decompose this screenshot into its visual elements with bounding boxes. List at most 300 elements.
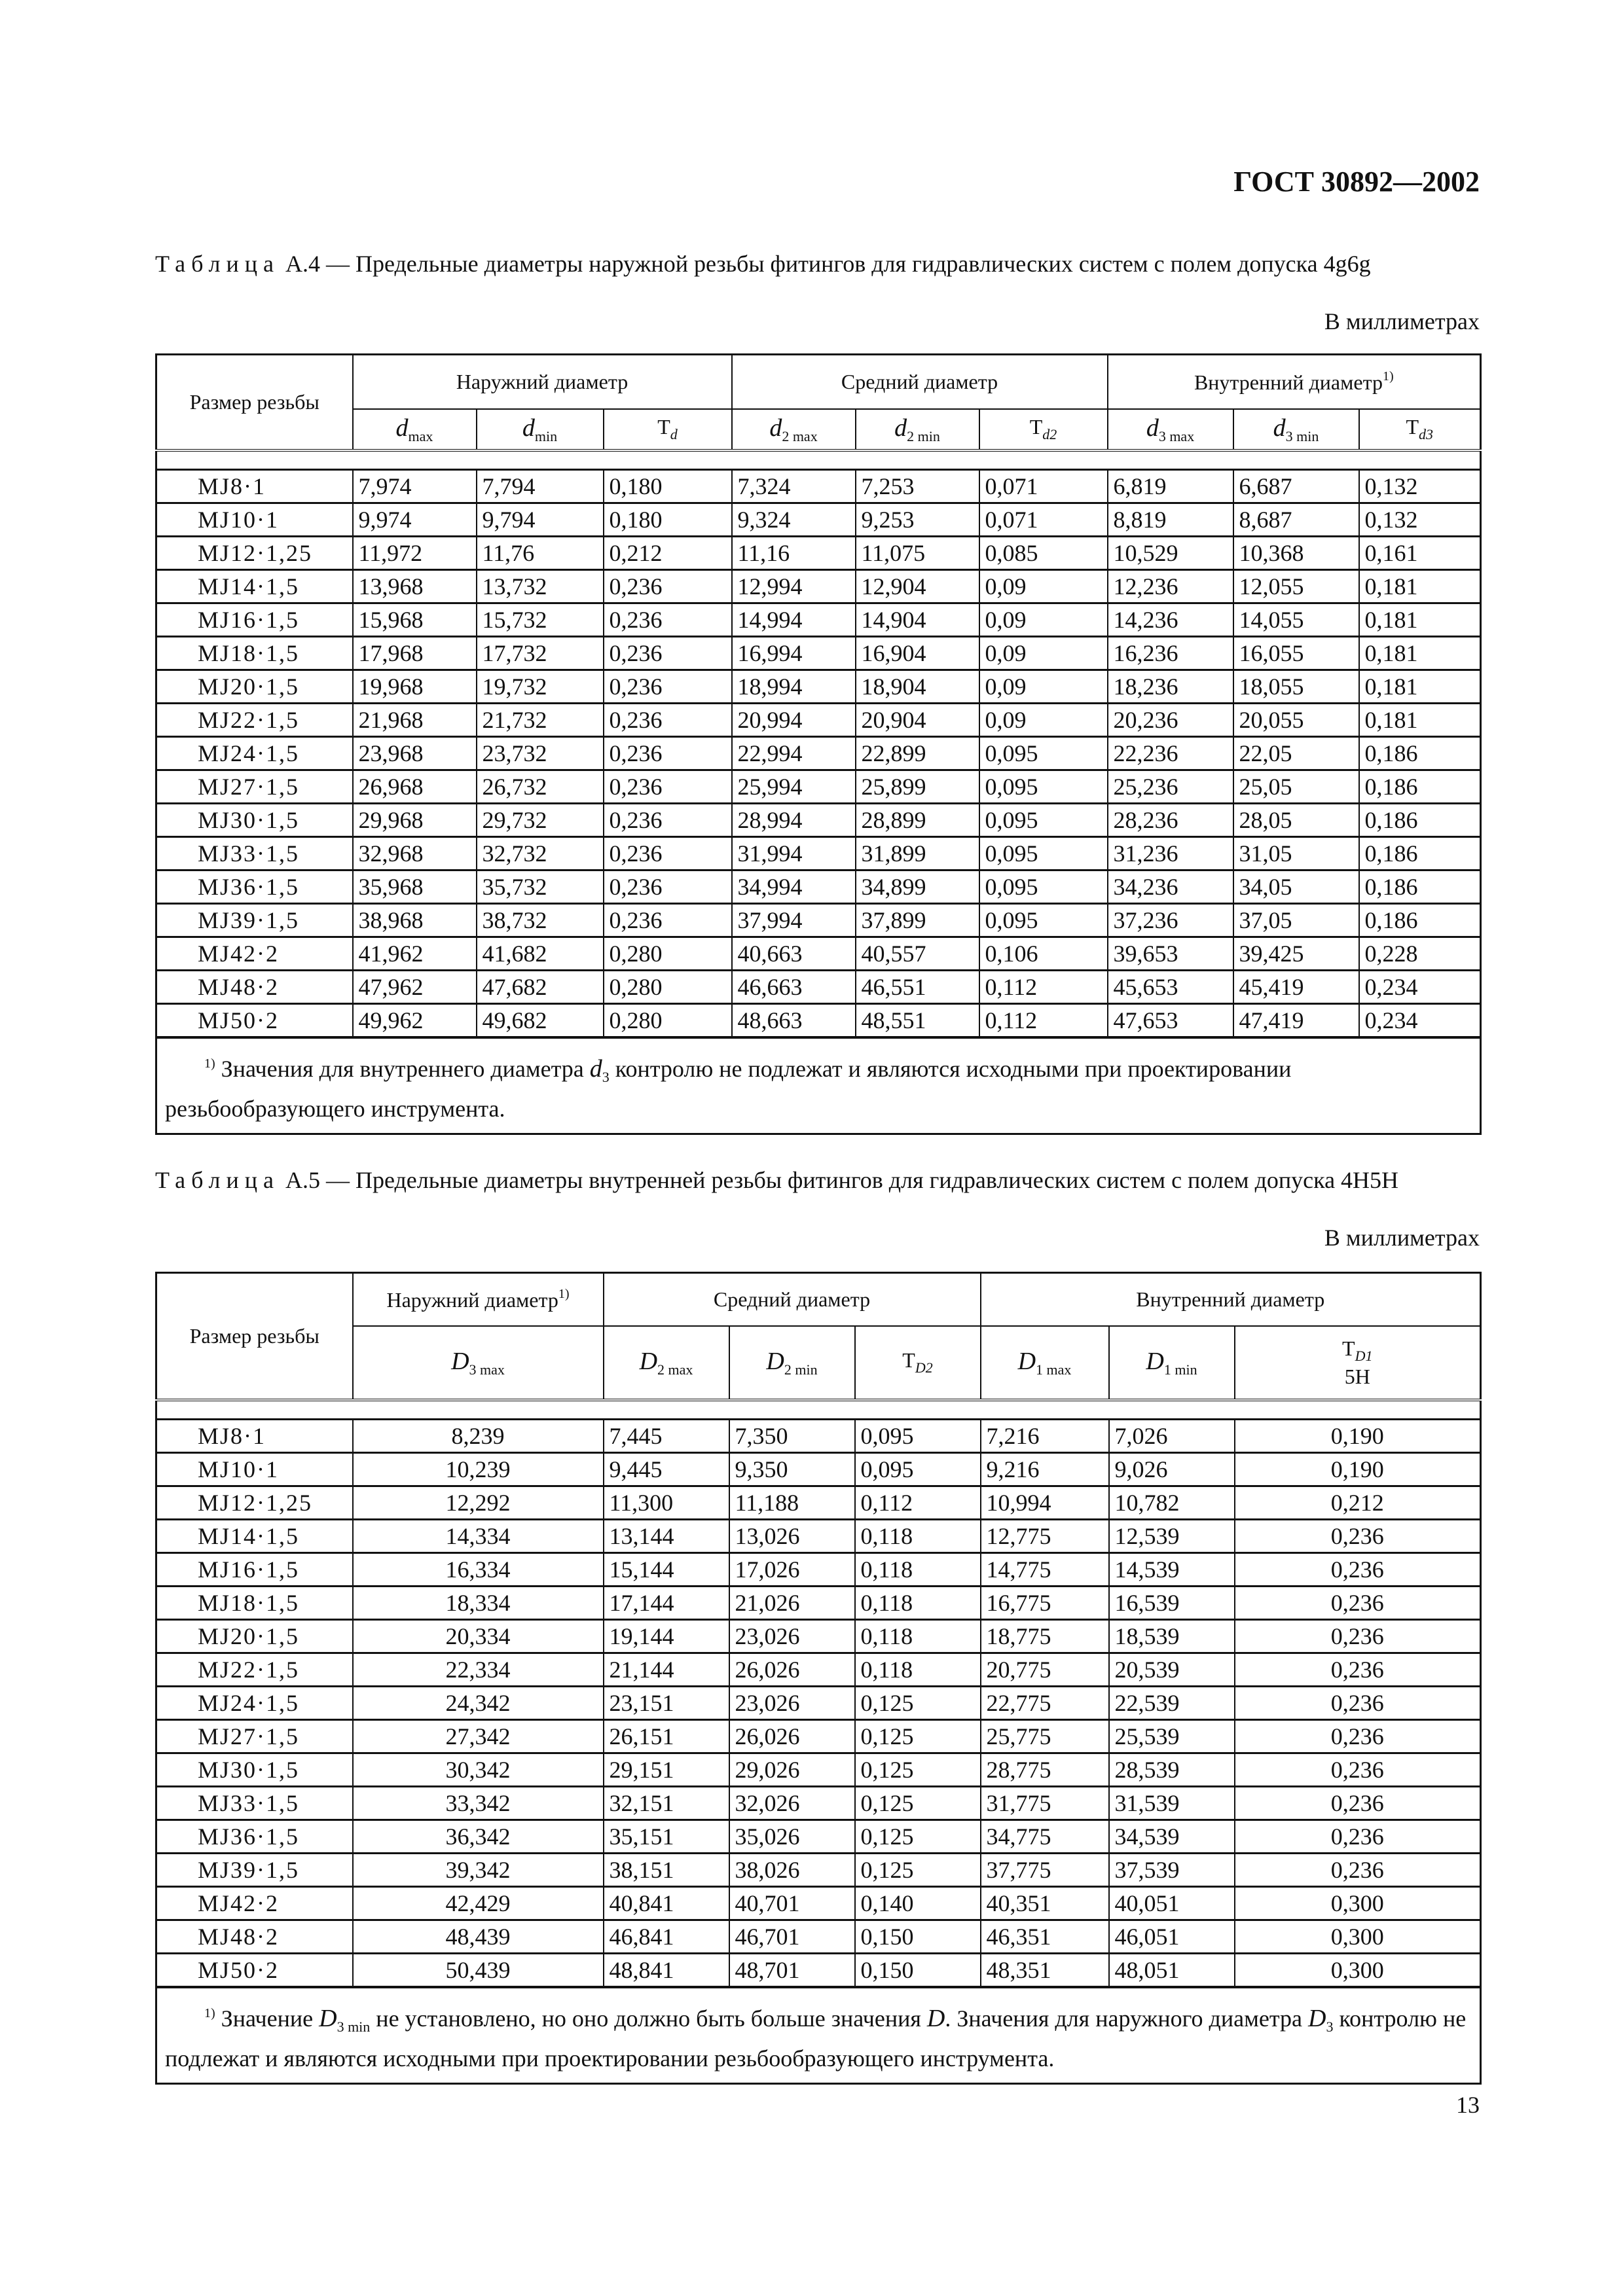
thread-size-cell: MJ39·1,5 (156, 1853, 353, 1886)
value-cell: 0,095 (979, 836, 1108, 870)
thread-size-cell: MJ22·1,5 (156, 1653, 353, 1686)
value-cell: 35,968 (353, 870, 477, 903)
value-cell: 0,09 (979, 703, 1108, 736)
table-row (156, 670, 1481, 703)
thread-size-cell: MJ24·1,5 (156, 736, 353, 770)
value-cell: 0,300 (1235, 1953, 1481, 1987)
value-cell: 31,994 (732, 836, 856, 870)
value-cell: 12,292 (353, 1486, 604, 1519)
value-cell: 22,05 (1233, 736, 1359, 770)
value-cell: 18,236 (1108, 670, 1233, 703)
value-cell: 0,300 (1235, 1886, 1481, 1920)
table-row (156, 937, 1481, 970)
caption-text: А.5 — Предельные диаметры внутренней резьбы фитингов для гидравлических систем с полем допуска 4H5H (285, 1167, 1399, 1193)
value-cell: 14,236 (1108, 603, 1233, 636)
value-cell: 9,445 (604, 1452, 729, 1486)
column-subscript: 2 max (782, 427, 818, 444)
table-row (156, 870, 1481, 903)
table-row (156, 469, 1481, 503)
value-cell: 0,09 (979, 636, 1108, 670)
value-cell: 0,236 (1235, 1519, 1481, 1552)
value-cell: 17,026 (729, 1552, 855, 1586)
value-cell: 14,055 (1233, 603, 1359, 636)
column-subscript: max (408, 427, 433, 444)
value-cell: 46,551 (856, 970, 979, 1003)
table-row (156, 1552, 1481, 1586)
value-cell: 33,342 (353, 1786, 604, 1820)
value-cell: 6,687 (1233, 469, 1359, 503)
value-cell: 25,775 (981, 1719, 1109, 1753)
value-cell: 0,09 (979, 569, 1108, 603)
column-subscript: 2 min (907, 427, 940, 444)
value-cell: 11,16 (732, 536, 856, 569)
column-symbol: D (1017, 1347, 1036, 1375)
value-cell: 0,125 (855, 1719, 981, 1753)
value-cell: 0,112 (855, 1486, 981, 1519)
footnote-symbol: D (319, 2004, 337, 2032)
value-cell: 0,236 (604, 569, 732, 603)
value-cell: 13,026 (729, 1519, 855, 1552)
footnote-mark: 1) (204, 1056, 215, 1071)
table-row (156, 503, 1481, 536)
header-outer-diameter (353, 1273, 604, 1326)
value-cell: 16,994 (732, 636, 856, 670)
value-cell: 40,557 (856, 937, 979, 970)
value-cell: 9,324 (732, 503, 856, 536)
value-cell: 0,228 (1359, 937, 1481, 970)
thread-size-cell: MJ24·1,5 (156, 1686, 353, 1719)
value-cell: 21,144 (604, 1653, 729, 1686)
column-subscript: 1 max (1036, 1361, 1072, 1378)
header-inner-label: Внутренний диаметр (1194, 370, 1383, 394)
value-cell: 8,819 (1108, 503, 1233, 536)
value-cell: 19,144 (604, 1619, 729, 1653)
thread-size-cell: MJ36·1,5 (156, 1820, 353, 1853)
value-cell: 16,775 (981, 1586, 1109, 1619)
value-cell: 25,899 (856, 770, 979, 803)
column-symbol: T (1406, 415, 1419, 439)
value-cell: 0,095 (855, 1419, 981, 1452)
value-cell: 0,236 (604, 903, 732, 937)
value-cell: 29,026 (729, 1753, 855, 1786)
thread-size-cell: MJ39·1,5 (156, 903, 353, 937)
value-cell: 0,112 (979, 970, 1108, 1003)
value-cell: 37,05 (1233, 903, 1359, 937)
value-cell: 13,144 (604, 1519, 729, 1552)
value-cell: 22,994 (732, 736, 856, 770)
value-cell: 20,236 (1108, 703, 1233, 736)
value-cell: 20,334 (353, 1619, 604, 1653)
value-cell: 7,216 (981, 1419, 1109, 1452)
value-cell: 9,253 (856, 503, 979, 536)
value-cell: 0,280 (604, 970, 732, 1003)
column-subscript: 2 min (784, 1361, 818, 1378)
value-cell: 36,342 (353, 1820, 604, 1853)
footnote-symbol: D (1308, 2004, 1326, 2032)
footnote-subscript: 3 (602, 1068, 610, 1085)
value-cell: 20,539 (1109, 1653, 1235, 1686)
column-header (1109, 1326, 1235, 1400)
column-header (353, 1326, 604, 1400)
value-cell: 20,994 (732, 703, 856, 736)
header-thread-size: Размер резьбы (156, 1273, 353, 1400)
table-a5-caption (155, 1165, 1480, 1195)
value-cell: 37,775 (981, 1853, 1109, 1886)
header-outer-label: Наружний диаметр (386, 1287, 558, 1312)
thread-size-cell: MJ27·1,5 (156, 770, 353, 803)
value-cell: 0,09 (979, 603, 1108, 636)
table-row (156, 736, 1481, 770)
value-cell: 19,968 (353, 670, 477, 703)
value-cell: 12,055 (1233, 569, 1359, 603)
column-symbol: d (395, 414, 409, 442)
value-cell: 18,055 (1233, 670, 1359, 703)
value-cell: 46,351 (981, 1920, 1109, 1953)
value-cell: 0,236 (604, 703, 732, 736)
value-cell: 48,841 (604, 1953, 729, 1987)
header-thread-size: Размер резьбы (156, 355, 353, 450)
table-row (156, 1653, 1481, 1686)
value-cell: 0,095 (979, 803, 1108, 836)
table-row (156, 603, 1481, 636)
thread-size-cell: MJ10·1 (156, 1452, 353, 1486)
value-cell: 0,118 (855, 1552, 981, 1586)
value-cell: 17,732 (477, 636, 604, 670)
column-symbol: d (894, 414, 907, 442)
value-cell: 47,419 (1233, 1003, 1359, 1037)
value-cell: 12,236 (1108, 569, 1233, 603)
thread-size-cell: MJ8·1 (156, 1419, 353, 1452)
footnote-mark: 1) (558, 1286, 570, 1301)
value-cell: 0,181 (1359, 603, 1481, 636)
value-cell: 26,026 (729, 1719, 855, 1753)
thread-size-cell: MJ20·1,5 (156, 1619, 353, 1653)
value-cell: 38,732 (477, 903, 604, 937)
table-row (156, 636, 1481, 670)
column-symbol: D (639, 1347, 658, 1375)
value-cell: 49,962 (353, 1003, 477, 1037)
value-cell: 32,026 (729, 1786, 855, 1820)
value-cell: 0,125 (855, 1786, 981, 1820)
value-cell: 17,144 (604, 1586, 729, 1619)
header-inner-diameter (1108, 355, 1481, 409)
value-cell: 40,351 (981, 1886, 1109, 1920)
thread-size-cell: MJ50·2 (156, 1953, 353, 1987)
value-cell: 0,095 (855, 1452, 981, 1486)
value-cell: 30,342 (353, 1753, 604, 1786)
thread-size-cell: MJ48·2 (156, 970, 353, 1003)
value-cell: 48,701 (729, 1953, 855, 1987)
footnote-symbol: D (926, 2004, 945, 2032)
value-cell: 0,236 (1235, 1653, 1481, 1686)
value-cell: 20,904 (856, 703, 979, 736)
column-header (353, 409, 477, 450)
value-cell: 39,653 (1108, 937, 1233, 970)
value-cell: 48,351 (981, 1953, 1109, 1987)
value-cell: 21,968 (353, 703, 477, 736)
footnote-text: Значение (221, 2005, 314, 2032)
footnote-mark: 1) (1382, 368, 1394, 384)
column-header (604, 409, 732, 450)
value-cell: 0,280 (604, 1003, 732, 1037)
table-row (156, 1619, 1481, 1653)
value-cell: 35,732 (477, 870, 604, 903)
column-header (1108, 409, 1233, 450)
thread-size-cell: MJ22·1,5 (156, 703, 353, 736)
value-cell: 0,181 (1359, 703, 1481, 736)
value-cell: 10,994 (981, 1486, 1109, 1519)
column-symbol: T (1342, 1336, 1355, 1360)
value-cell: 0,186 (1359, 836, 1481, 870)
column-symbol: d (1146, 414, 1159, 442)
value-cell: 7,445 (604, 1419, 729, 1452)
column-subscript: d (670, 426, 678, 442)
column-header (1359, 409, 1481, 450)
value-cell: 8,687 (1233, 503, 1359, 536)
thread-size-cell: MJ30·1,5 (156, 1753, 353, 1786)
table-a5-units: В миллиметрах (1324, 1225, 1480, 1251)
value-cell: 9,974 (353, 503, 477, 536)
column-symbol: T (902, 1348, 915, 1372)
value-cell: 28,05 (1233, 803, 1359, 836)
footnote-subscript: 3 min (337, 2018, 371, 2035)
value-cell: 25,539 (1109, 1719, 1235, 1753)
value-cell: 11,76 (477, 536, 604, 569)
value-cell: 16,904 (856, 636, 979, 670)
value-cell: 25,05 (1233, 770, 1359, 803)
table-a4-footnote (156, 1037, 1481, 1134)
thread-size-cell: MJ20·1,5 (156, 670, 353, 703)
value-cell: 28,899 (856, 803, 979, 836)
thread-size-cell: MJ42·2 (156, 937, 353, 970)
value-cell: 0,236 (1235, 1853, 1481, 1886)
value-cell: 26,732 (477, 770, 604, 803)
value-cell: 37,994 (732, 903, 856, 937)
value-cell: 41,962 (353, 937, 477, 970)
value-cell: 25,994 (732, 770, 856, 803)
value-cell: 15,732 (477, 603, 604, 636)
table-row (156, 536, 1481, 569)
value-cell: 0,125 (855, 1820, 981, 1853)
value-cell: 46,051 (1109, 1920, 1235, 1953)
value-cell: 0,186 (1359, 870, 1481, 903)
table-row (156, 770, 1481, 803)
value-cell: 0,118 (855, 1586, 981, 1619)
table-row (156, 1953, 1481, 1987)
value-cell: 31,539 (1109, 1786, 1235, 1820)
value-cell: 23,732 (477, 736, 604, 770)
thread-size-cell: MJ14·1,5 (156, 1519, 353, 1552)
value-cell: 26,026 (729, 1653, 855, 1686)
value-cell: 7,026 (1109, 1419, 1235, 1452)
value-cell: 39,342 (353, 1853, 604, 1886)
value-cell: 18,904 (856, 670, 979, 703)
value-cell: 11,972 (353, 536, 477, 569)
value-cell: 34,899 (856, 870, 979, 903)
value-cell: 0,095 (979, 903, 1108, 937)
value-cell: 0,236 (604, 836, 732, 870)
value-cell: 47,962 (353, 970, 477, 1003)
value-cell: 12,904 (856, 569, 979, 603)
value-cell: 0,095 (979, 870, 1108, 903)
page-number: 13 (1456, 2092, 1480, 2118)
value-cell: 20,055 (1233, 703, 1359, 736)
value-cell: 14,775 (981, 1552, 1109, 1586)
value-cell: 0,236 (604, 636, 732, 670)
table-a4 (155, 353, 1482, 1135)
value-cell: 28,539 (1109, 1753, 1235, 1786)
value-cell: 23,151 (604, 1686, 729, 1719)
value-cell: 10,782 (1109, 1486, 1235, 1519)
value-cell: 0,234 (1359, 970, 1481, 1003)
value-cell: 10,368 (1233, 536, 1359, 569)
table-row (156, 970, 1481, 1003)
value-cell: 0,112 (979, 1003, 1108, 1037)
value-cell: 0,186 (1359, 770, 1481, 803)
column-symbol: T (1029, 415, 1043, 439)
table-row (156, 836, 1481, 870)
value-cell: 10,529 (1108, 536, 1233, 569)
table-row (156, 1886, 1481, 1920)
thread-size-cell: MJ27·1,5 (156, 1719, 353, 1753)
value-cell: 40,051 (1109, 1886, 1235, 1920)
footnote-text: . Значения для наружного диаметра (945, 2005, 1302, 2032)
value-cell: 22,899 (856, 736, 979, 770)
column-subscript: 3 min (1285, 427, 1319, 444)
value-cell: 0,236 (1235, 1619, 1481, 1653)
value-cell: 0,236 (1235, 1786, 1481, 1820)
value-cell: 0,150 (855, 1953, 981, 1987)
value-cell: 0,125 (855, 1753, 981, 1786)
value-cell: 12,775 (981, 1519, 1109, 1552)
caption-label: Таблица (155, 1167, 280, 1193)
value-cell: 12,539 (1109, 1519, 1235, 1552)
value-cell: 0,085 (979, 536, 1108, 569)
value-cell: 22,334 (353, 1653, 604, 1686)
column-subscript: min (534, 427, 558, 444)
value-cell: 37,899 (856, 903, 979, 937)
value-cell: 24,342 (353, 1686, 604, 1719)
value-cell: 8,239 (353, 1419, 604, 1452)
value-cell: 48,439 (353, 1920, 604, 1953)
value-cell: 0,236 (1235, 1753, 1481, 1786)
value-cell: 9,794 (477, 503, 604, 536)
header-mid-diameter: Средний диаметр (604, 1273, 981, 1326)
thread-size-cell: MJ18·1,5 (156, 1586, 353, 1619)
value-cell: 31,236 (1108, 836, 1233, 870)
footnote-text: контролю не подлежат и являются исходными при проектировании резьбообразующего инструмента. (165, 2005, 1467, 2072)
value-cell: 0,118 (855, 1619, 981, 1653)
value-cell: 34,539 (1109, 1820, 1235, 1853)
value-cell: 29,732 (477, 803, 604, 836)
header-inner-diameter: Внутренний диаметр (981, 1273, 1481, 1326)
value-cell: 40,701 (729, 1886, 855, 1920)
column-subscript: D1 (1355, 1347, 1373, 1364)
value-cell: 0,190 (1235, 1452, 1481, 1486)
value-cell: 0,161 (1359, 536, 1481, 569)
column-subscript: 3 max (1158, 427, 1195, 444)
value-cell: 0,300 (1235, 1920, 1481, 1953)
value-cell: 0,186 (1359, 736, 1481, 770)
column-header (981, 1326, 1109, 1400)
value-cell: 0,280 (604, 937, 732, 970)
value-cell: 0,234 (1359, 1003, 1481, 1037)
value-cell: 0,150 (855, 1920, 981, 1953)
thread-size-cell: MJ30·1,5 (156, 803, 353, 836)
value-cell: 28,775 (981, 1753, 1109, 1786)
value-cell: 0,236 (604, 803, 732, 836)
value-cell: 29,151 (604, 1753, 729, 1786)
value-cell: 7,253 (856, 469, 979, 503)
value-cell: 34,05 (1233, 870, 1359, 903)
value-cell: 14,334 (353, 1519, 604, 1552)
value-cell: 46,701 (729, 1920, 855, 1953)
column-symbol: D (766, 1347, 784, 1375)
value-cell: 21,026 (729, 1586, 855, 1619)
thread-size-cell: MJ14·1,5 (156, 569, 353, 603)
table-row (156, 1519, 1481, 1552)
value-cell: 32,151 (604, 1786, 729, 1820)
value-cell: 7,974 (353, 469, 477, 503)
header-outer-diameter: Наружний диаметр (353, 355, 732, 409)
thread-size-cell: MJ10·1 (156, 503, 353, 536)
value-cell: 9,350 (729, 1452, 855, 1486)
value-cell: 31,05 (1233, 836, 1359, 870)
value-cell: 18,539 (1109, 1619, 1235, 1653)
value-cell: 40,841 (604, 1886, 729, 1920)
value-cell: 15,144 (604, 1552, 729, 1586)
value-cell: 48,051 (1109, 1953, 1235, 1987)
footnote-text: контролю не подлежат и являются исходными при проектировании резьбообразующего инструмента. (165, 1055, 1292, 1122)
table-row (156, 1452, 1481, 1486)
header-separator (156, 1400, 1481, 1420)
value-cell: 22,236 (1108, 736, 1233, 770)
column-header (729, 1326, 855, 1400)
value-cell: 0,236 (1235, 1586, 1481, 1619)
column-symbol: d (522, 414, 535, 442)
value-cell: 16,236 (1108, 636, 1233, 670)
column-subscript: D2 (915, 1359, 933, 1376)
value-cell: 0,071 (979, 469, 1108, 503)
value-cell: 16,539 (1109, 1586, 1235, 1619)
value-cell: 0,236 (1235, 1719, 1481, 1753)
value-cell: 46,841 (604, 1920, 729, 1953)
table-row (156, 1003, 1481, 1037)
value-cell: 0,118 (855, 1519, 981, 1552)
value-cell: 0,236 (604, 736, 732, 770)
column-tolerance-class: 5H (1344, 1364, 1370, 1388)
value-cell: 34,236 (1108, 870, 1233, 903)
value-cell: 34,994 (732, 870, 856, 903)
value-cell: 20,775 (981, 1653, 1109, 1686)
value-cell: 31,775 (981, 1786, 1109, 1820)
table-row (156, 1686, 1481, 1719)
thread-size-cell: MJ16·1,5 (156, 603, 353, 636)
thread-size-cell: MJ12·1,25 (156, 1486, 353, 1519)
value-cell: 13,732 (477, 569, 604, 603)
value-cell: 17,968 (353, 636, 477, 670)
value-cell: 0,236 (1235, 1686, 1481, 1719)
column-header (604, 1326, 729, 1400)
value-cell: 0,095 (979, 770, 1108, 803)
column-header (732, 409, 856, 450)
value-cell: 0,181 (1359, 670, 1481, 703)
value-cell: 18,994 (732, 670, 856, 703)
thread-size-cell: MJ48·2 (156, 1920, 353, 1953)
column-symbol: d (769, 414, 782, 442)
value-cell: 0,236 (1235, 1820, 1481, 1853)
table-row (156, 1820, 1481, 1853)
